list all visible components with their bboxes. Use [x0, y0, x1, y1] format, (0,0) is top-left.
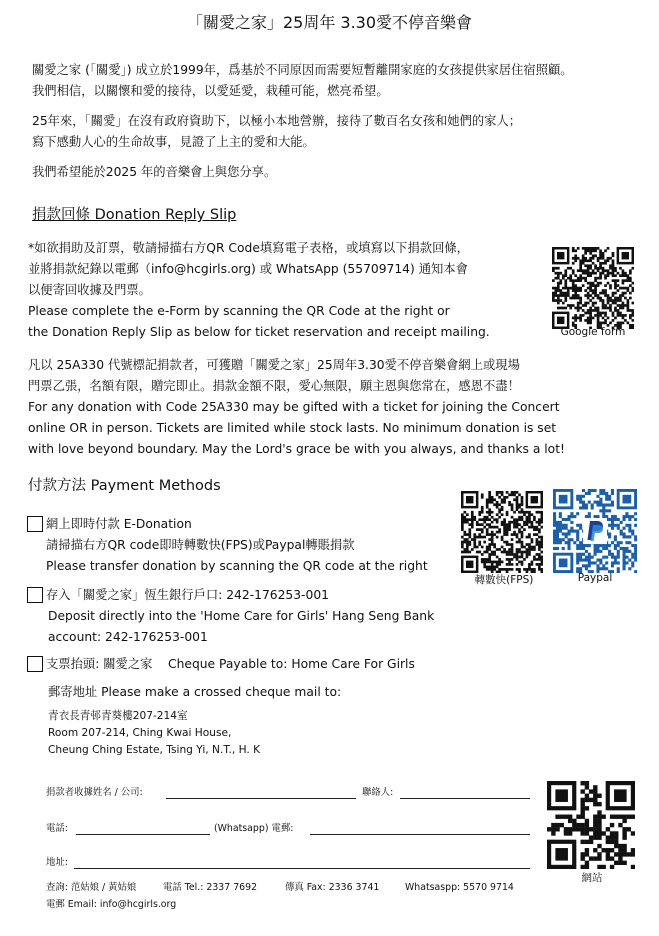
e-donation-line-2: Please transfer donation by scanning the QR code at the right [46, 559, 428, 573]
cheque-checkbox[interactable] [27, 656, 43, 672]
address-field[interactable] [74, 856, 530, 869]
code-notice-line-4: online OR in person. Tickets are limited while stock lasts. No minimum donation is set [28, 421, 557, 435]
fps-qr-icon[interactable] [461, 491, 543, 573]
reply-slip-line-5: the Donation Reply Slip as below for ticket reservation and receipt mailing. [28, 325, 490, 339]
reply-slip-line-3: 以便寄回收據及門票。 [28, 283, 151, 297]
phone-field[interactable] [76, 822, 210, 835]
page-title: 「關愛之家」25周年 3.30愛不停音樂會 [186, 13, 473, 32]
donor-name-label: 捐款者收據姓名 / 公司: [46, 787, 143, 798]
intro-line-5: 我們希望能於2025 年的音樂會上與您分享。 [32, 165, 277, 179]
fps-caption: 轉數快(FPS) [474, 574, 534, 586]
code-notice-line-1: 凡以 25A330 代號標記捐款者，可獲贈「關愛之家」25周年3.30愛不停音樂會網上或現場 [28, 358, 520, 372]
reply-slip-line-1: *如欲捐助及訂票，敬請掃描右方QR Code填寫電子表格，或填寫以下捐款回條， [28, 241, 469, 255]
intro-line-4: 寫下感動人心的生命故事，見證了上主的愛和大能。 [32, 135, 315, 149]
intro-line-1: 關愛之家 (「關愛」) 成立於1999年，爲基於不同原因而需要短暫離開家庭的女孩提供家居住宿照顧。 [32, 63, 573, 77]
paypal-caption: Paypal [577, 572, 613, 584]
e-donation-title: 網上即時付款 E-Donation [46, 517, 192, 531]
footer-fax: 傳真 Fax: 2336 3741 [285, 882, 380, 893]
email-field[interactable] [310, 822, 530, 835]
code-notice-line-5: with love beyond boundary. May the Lord's grace be with you always, and thanks a lot! [28, 442, 565, 456]
google-form-qr-icon[interactable] [552, 247, 634, 329]
e-donation-checkbox[interactable] [27, 516, 43, 532]
whatsapp-email-label: (Whatsapp) 電郵: [214, 823, 294, 834]
reply-slip-line-2: 並將捐款紀錄以電郵（info@hcgirls.org) 或 WhatsApp (55709714) 通知本會 [28, 262, 468, 276]
footer-email: 電郵 Email: info@hcgirls.org [46, 899, 177, 910]
website-qr-icon[interactable] [547, 781, 635, 869]
code-notice-line-3: For any donation with Code 25A330 may be gifted with a ticket for joining the Concert [28, 400, 560, 414]
address-label: 地址: [46, 857, 68, 868]
reply-slip-line-4: Please complete the e-Form by scanning the QR Code at the right or [28, 304, 450, 318]
paypal-logo-icon [583, 518, 607, 544]
e-donation-line-1: 請掃描右方QR code即時轉數快(FPS)或Paypal轉賬捐款 [46, 538, 355, 552]
footer-enquiry: 查詢: 范姑娘 / 黃姑娘 [46, 882, 137, 893]
footer-tel: 電話 Tel.: 2337 7692 [163, 882, 258, 893]
bank-line-2: account: 242-176253-001 [48, 630, 208, 644]
bank-title: 存入「關愛之家」恆生銀行戶口: 242-176253-001 [46, 588, 329, 602]
google-form-caption: Google form [560, 326, 626, 338]
reply-slip-heading: 捐款回條 Donation Reply Slip [32, 207, 237, 223]
contact-person-field[interactable] [400, 786, 530, 799]
bank-line-1: Deposit directly into the 'Home Care for Girls' Hang Seng Bank [48, 609, 435, 623]
code-notice-line-2: 門票乙張，名額有限，贈完即止。捐款金額不限，愛心無限，願主恩與您常在，感恩不盡！ [28, 379, 520, 393]
footer-whatsapp: Whatsaspp: 5570 9714 [405, 882, 514, 893]
donor-name-field[interactable] [166, 786, 356, 799]
cheque-title-zh: 支票抬頭: 關愛之家 [46, 657, 153, 671]
cheque-address-line-3: Cheung Ching Estate, Tsing Yi, N.T., H. K [48, 744, 261, 756]
cheque-address-line-1: 青衣長青邨青葵樓207-214室 [48, 710, 188, 722]
cheque-mail-label: 郵寄地址 Please make a crossed cheque mail to: [48, 685, 342, 699]
cheque-address-line-2: Room 207-214, Ching Kwai House, [48, 727, 232, 739]
cheque-title-en: Cheque Payable to: Home Care For Girls [168, 657, 415, 671]
intro-line-3: 25年來，「關愛」在沒有政府資助下，以極小本地營辦，接待了數百名女孩和她們的家人； [32, 114, 522, 128]
payment-heading: 付款方法 Payment Methods [28, 478, 221, 494]
phone-label: 電話: [46, 823, 68, 834]
bank-checkbox[interactable] [27, 587, 43, 603]
website-caption: 網站 [581, 872, 603, 884]
intro-line-2: 我們相信，以關懷和愛的接待，以愛延愛，栽種可能，燃亮希望。 [32, 84, 389, 98]
contact-person-label: 聯絡人: [362, 787, 394, 798]
